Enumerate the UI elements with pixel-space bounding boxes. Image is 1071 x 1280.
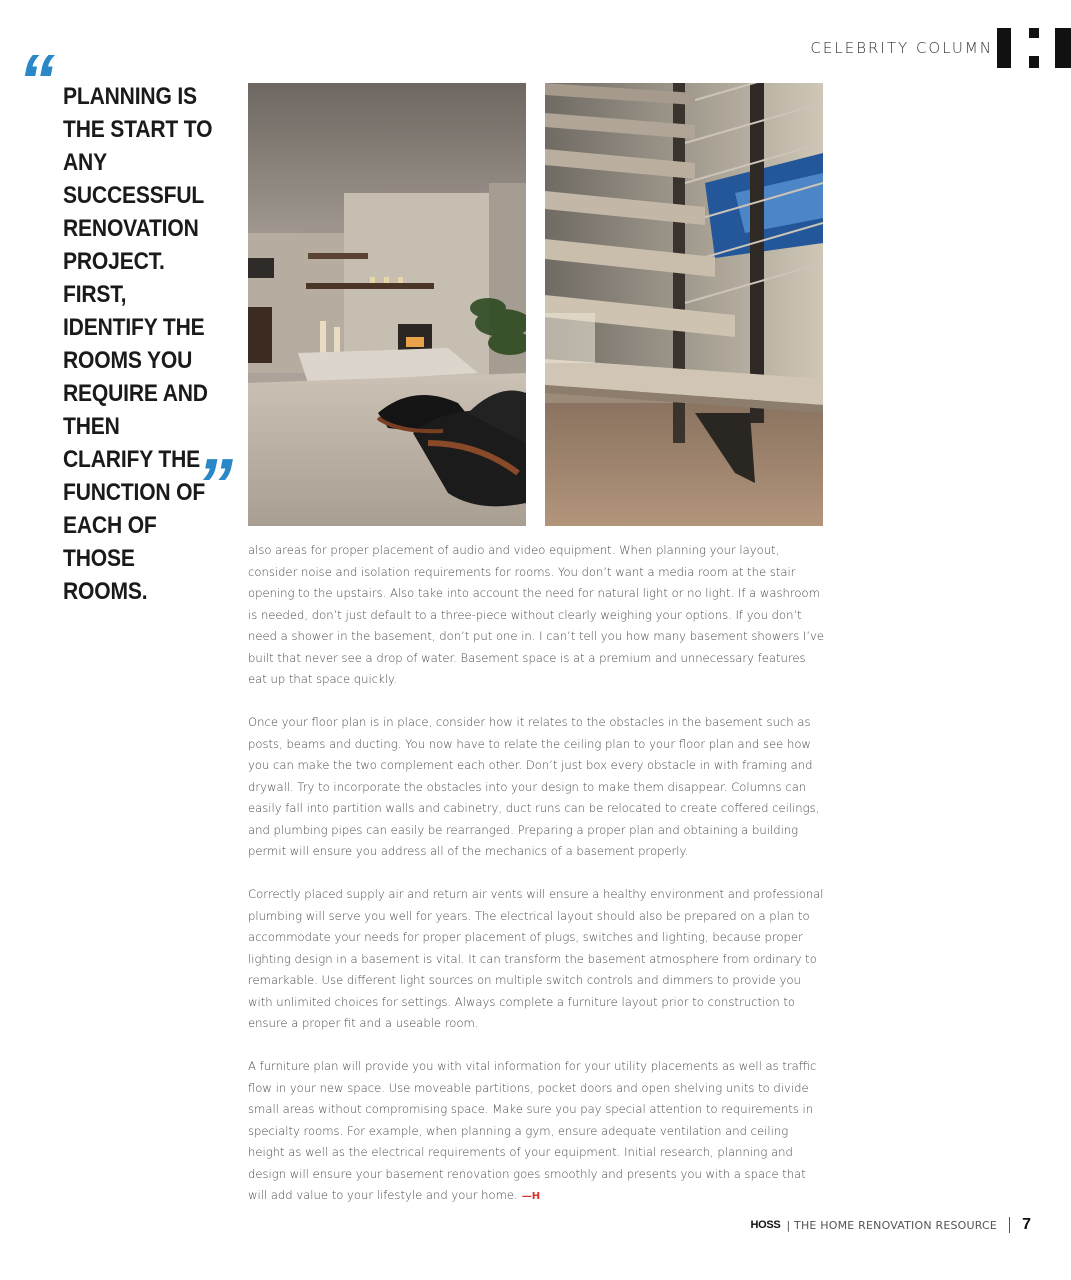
article-paragraph: Correctly placed supply air and return air vents will ensure a healthy environment and professional plumbing will serve you well for years. The electrical layout should also be prepared on a plan to accommodate your needs for proper placement of plugs, switches and lighting, because proper lighting design in a basement is vital. It can transform the basement atmosphere from ordinary to remarkable. Use different light sources on multiple switch controls and dimmers to provide you with unlimited choices for settings. Always complete a furniture layout prior to construction to ensure a proper fit and a useable room.	[248, 887, 824, 1030]
article-paragraph-text: A furniture plan will provide you with vital information for your utility placements as well as traffic flow in your new space. Use moveable partitions, pocket doors and open shelving units to divide small areas without compromising space. Make sure you pay special attention to requirements in specialty rooms. For example, when planning a gym, ensure adequate ventilation and ceiling height as well as the electrical requirements of your equipment. Initial research, planning and design will ensure your basement renovation goes smoothly and presents you with a space that will add value to your lifestyle and your home.	[248, 1059, 817, 1202]
quote-close-icon: ”	[196, 443, 233, 526]
section-label: CELEBRITY COLUMN	[810, 39, 993, 57]
article-paragraph: Once your floor plan is in place, consider how it relates to the obstacles in the basement such as posts, beams and ducting. You now have to relate the ceiling plan to your floor plan and see how you can make the two complement each other. Don’t just box every obstacle in with framing and drywall. Try to incorporate the obstacles into your design to make them disappear. Columns can easily fall into partition walls and cabinetry, duct runs can be relocated to create coffered ceilings, and plumbing pipes can easily be rearranged. Preparing a proper plan and obtaining a building permit will ensure you address all of the mechanics of a basement properly.	[248, 715, 820, 858]
article-paragraph-last	[248, 1056, 828, 1208]
pull-quote: PLANNING IS THE START TO ANY SUCCESSFUL RENOVATION PROJECT. FIRST, IDENTIFY THE ROOMS YOU REQUIRE AND THEN CLARIFY THE FUNCTION OF EACH OF THOSE ROOMS.	[63, 83, 213, 605]
living-room-photo	[248, 83, 526, 526]
article-paragraph: also areas for proper placement of audio and video equipment. When planning your layout, consider noise and isolation requirements for rooms. You don’t want a media room at the stair opening to the upstairs. Also take into account the need for natural light or no light. If a washroom is needed, don’t just default to a three-piece without clearly weighing your options. If you don’t need a shower in the basement, don’t put one in. I can’t tell you how many basement showers I’ve built that never see a drop of water. Basement space is at a premium and unnecessary features eat up that space quickly.	[248, 543, 825, 686]
footer-brand: HOSS	[750, 1219, 781, 1231]
staircase-photo	[545, 83, 823, 526]
quote-open-icon: “	[18, 39, 55, 122]
footer-tagline: | THE HOME RENOVATION RESOURCE	[786, 1218, 998, 1232]
footer-divider	[1009, 1217, 1010, 1233]
article-body	[248, 540, 828, 1229]
page-number: 7	[1022, 1216, 1031, 1233]
page-footer	[750, 1216, 1031, 1234]
logo-mark-icon	[995, 28, 1071, 68]
end-mark-icon: —H	[521, 1191, 541, 1202]
